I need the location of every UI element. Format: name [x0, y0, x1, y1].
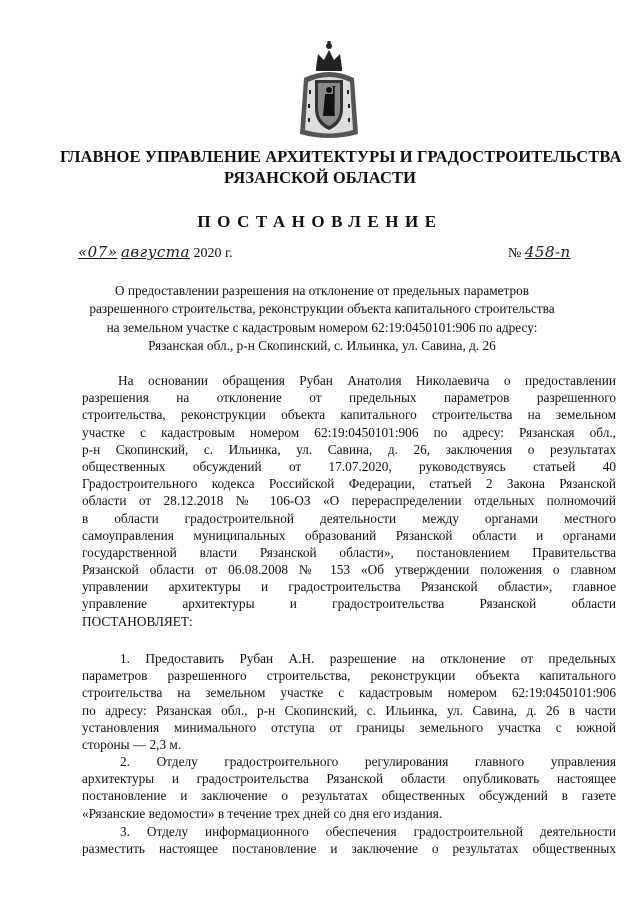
text-line: участке с кадастровым номером 62:19:0450101:906 по адресу: Рязанская обл., — [82, 424, 616, 440]
text-line: разместить настоящее постановление и заключение о результатах общественных — [82, 841, 616, 857]
text-line: области от 28.12.2018 № 106-ОЗ «О перераспределении отдельных полномочий — [82, 493, 616, 509]
text-line: «Рязанские ведомости» в течение трех дней со дня его издания. — [82, 805, 443, 821]
subject-line: на земельном участке с кадастровым номером 62:19:0450101:906 по адресу: — [106, 319, 538, 335]
item-1-paragraph — [82, 650, 616, 753]
ryazan-coat-of-arms-icon — [296, 38, 362, 142]
agency-name — [60, 146, 622, 188]
agency-name-line-1: ГЛАВНОЕ УПРАВЛЕНИЕ АРХИТЕКТУРЫ И ГРАДОСТРОИТЕЛЬСТВА — [60, 147, 622, 166]
number-label: № — [508, 246, 522, 261]
preamble-paragraph — [82, 372, 616, 630]
subject-line: разрешенного строительства, реконструкции объекта капитального строительства — [89, 301, 555, 317]
text-line: самоуправления муниципальных образований Рязанской области и органами — [82, 527, 616, 543]
text-line: постановление и заключение о результатах общественных обсуждений в газете — [82, 788, 616, 804]
date-month: августа — [120, 243, 190, 261]
text-line: Градостроительного кодекса Российской Федерации, статьей 2 Закона Рязанской — [82, 476, 616, 492]
document-date — [78, 243, 233, 262]
text-line: 2. Отделу градостроительного регулирования главного управления — [120, 754, 616, 769]
text-line: установления минимального отступа от границы земельного участка с южной — [82, 719, 616, 735]
number-value: 458-п — [524, 243, 571, 261]
subject-line: О предоставлении разрешения на отклонение от предельных параметров — [114, 283, 530, 298]
text-line: в области градостроительной деятельности между органами местного — [82, 510, 616, 526]
text-line: управлении архитектуры и градостроительства Рязанской области», главное — [82, 579, 616, 595]
text-line: архитектуры и градостроительства Рязанской области опубликовать настоящее — [82, 771, 616, 787]
text-line: общественных обсуждений от 17.07.2020, руководствуясь статьей 40 — [82, 458, 616, 474]
subject-line: Рязанская обл., р-н Скопинский, с. Ильинка, ул. Савина, д. 26 — [148, 337, 496, 353]
text-line: разрешения на отклонение от предельных параметров разрешенного — [82, 390, 616, 406]
text-line: государственной власти Рязанской области», постановлением Правительства — [82, 544, 616, 560]
text-line: управление архитектуры и градостроительства Рязанской области — [82, 596, 616, 612]
text-line: На основании обращения Рубан Анатолия Николаевича о предоставлении — [118, 373, 616, 388]
text-line: строительства, реконструкции объекта капитального строительства на земельном — [82, 407, 616, 423]
date-day: «07» — [78, 243, 118, 261]
document-type-heading: ПОСТАНОВЛЕНИЕ — [197, 212, 443, 231]
item-3-paragraph — [82, 823, 616, 857]
text-line: по адресу: Рязанская обл., р-н Скопинский, с. Ильинка, ул. Савина, д. 26 в части — [82, 702, 616, 718]
resolves-keyword: ПОСТАНОВЛЯЕТ: — [82, 613, 193, 629]
agency-name-line-2: РЯЗАНСКОЙ ОБЛАСТИ — [223, 168, 417, 187]
document-number — [508, 243, 571, 262]
item-2-paragraph — [82, 753, 616, 822]
text-line: стороны — 2,3 м. — [82, 736, 182, 752]
document-subject — [80, 282, 564, 355]
text-line: 3. Отделу информационного обеспечения градостроительной деятельности — [120, 824, 616, 839]
text-line: параметров разрешенного строительства, реконструкции объекта капитального — [82, 668, 616, 684]
text-line: строительства на земельном участке с кадастровым номером 62:19:0450101:906 — [82, 685, 616, 701]
text-line: 1. Предоставить Рубан А.Н. разрешение на отклонение от предельных — [120, 651, 616, 666]
text-line: Рязанской области от 06.08.2008 № 153 «Об утверждении положения о главном — [82, 562, 616, 578]
text-line: р-н Скопинский, с. Ильинка, ул. Савина, д. 26, заключения о результатах — [82, 441, 616, 457]
date-year: 2020 г. — [193, 246, 233, 261]
